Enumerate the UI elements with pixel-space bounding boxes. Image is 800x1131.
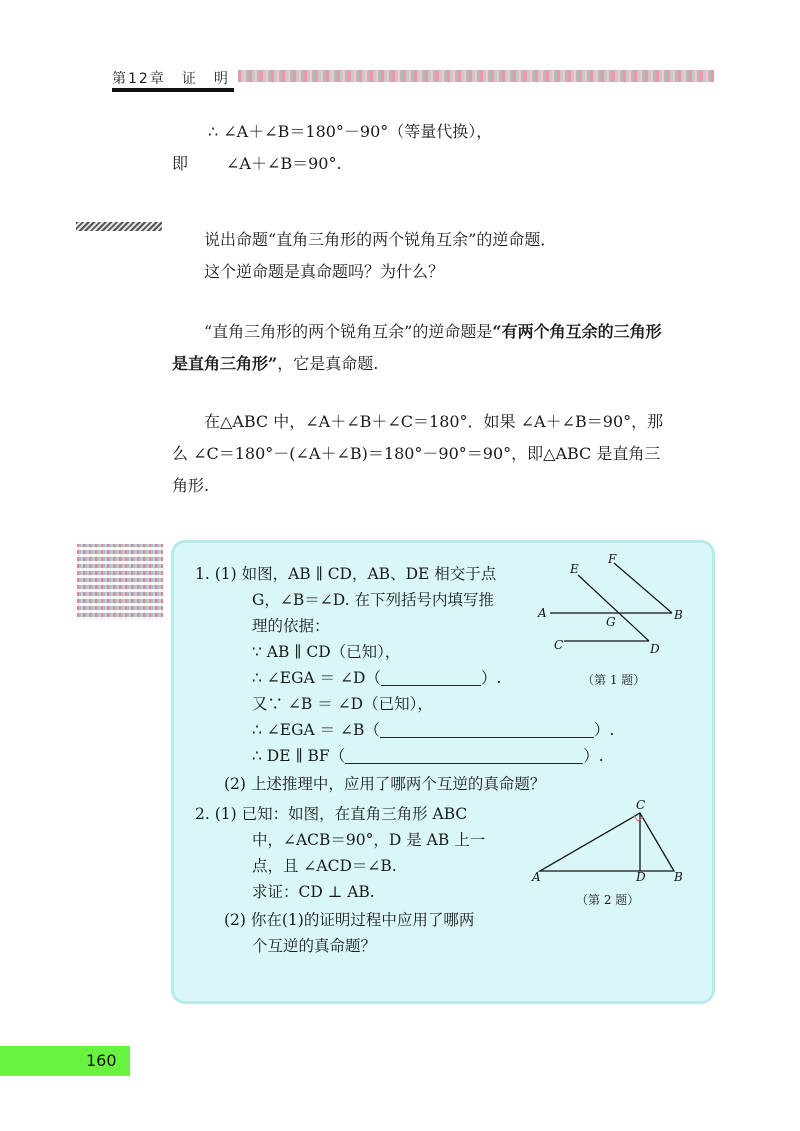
label-c: C — [636, 799, 646, 812]
explanation-line-1: 在△ABC 中，∠A＋∠B＋∠C＝180°．如果 ∠A＋∠B＝90°，那 — [204, 412, 664, 431]
answer-blank-2[interactable] — [380, 721, 594, 738]
ex2-line-2: 中，∠ACB＝90°，D 是 AB 上一 — [252, 831, 486, 849]
label-d: D — [636, 870, 646, 883]
ex1-line-1: 1. (1) 如图，AB ∥ CD，AB、DE 相交于点 — [195, 565, 497, 583]
figure-1-parallel-lines — [534, 553, 694, 665]
chapter-underline — [112, 88, 234, 92]
exercise-section-ornament — [77, 544, 163, 620]
page-number: 160 — [86, 1051, 117, 1070]
ex1-line-3: 理的依据： — [252, 617, 330, 635]
proof-line-1: ∴ ∠A＋∠B＝180°－90°（等量代换）， — [208, 122, 493, 141]
label-b: B — [674, 608, 683, 622]
answer-paragraph — [172, 316, 732, 380]
explanation-line-2: 么 ∠C＝180°－(∠A＋∠B)＝180°－90°＝90°，即△ABC 是直角三 — [172, 444, 661, 463]
ex1-line-8-end: ）. — [583, 747, 604, 765]
ex1-line-5 — [252, 665, 501, 691]
ex1-line-7-text: ∴ ∠EGA ＝ ∠B（ — [252, 721, 380, 739]
label-g: G — [606, 615, 616, 629]
explanation-paragraph — [172, 406, 732, 502]
ex1-line-7 — [252, 717, 614, 743]
answer-part-2: ，它是真命题. — [277, 354, 379, 373]
exercise-box — [171, 540, 715, 1004]
ex2-line-3: 点，且 ∠ACD＝∠B. — [252, 857, 397, 875]
ex1-line-2: G，∠B＝∠D. 在下列括号内填写推 — [252, 591, 494, 609]
ex1-line-5-text: ∴ ∠EGA ＝ ∠D（ — [252, 669, 381, 687]
figure-1-caption: （第 1 题） — [582, 673, 646, 687]
label-e: E — [570, 562, 579, 576]
answer-bold-2: 是直角三角形” — [172, 354, 278, 373]
ex1-line-8 — [252, 743, 604, 769]
figure-2-right-triangle — [530, 799, 686, 883]
think-question-1: 说出命题“直角三角形的两个锐角互余”的逆命题． — [204, 230, 557, 249]
answer-bold-1: “有两个角互余的三角形 — [492, 322, 662, 341]
ex2-line-1: 2. (1) 已知：如图，在直角三角形 ABC — [195, 805, 468, 823]
ex1-line-7-end: ）. — [593, 721, 615, 739]
answer-blank-3[interactable] — [345, 747, 583, 764]
ex1-line-6: 又∵ ∠B ＝ ∠D（已知）， — [252, 695, 433, 713]
think-question-2: 这个逆命题是真命题吗？为什么？ — [204, 262, 445, 281]
label-f: F — [608, 553, 617, 566]
ex1-line-5-end: ）. — [480, 669, 502, 687]
answer-blank-1[interactable] — [381, 669, 481, 686]
chapter-title: 第12章 证 明 — [112, 71, 230, 87]
line-bf — [614, 563, 672, 613]
ex2-line-4: 求证：CD ⊥ AB. — [252, 883, 375, 901]
think-section-ornament — [76, 222, 162, 231]
explanation-line-3: 角形. — [172, 476, 210, 495]
label-d: D — [650, 642, 660, 656]
proof-line-2-prefix: 即 — [172, 154, 189, 173]
label-a: A — [532, 870, 541, 883]
ex1-line-4: ∵ AB ∥ CD（已知）， — [252, 643, 401, 661]
proof-line-2: ∠A＋∠B＝90°. — [226, 154, 342, 173]
ex2-line-6: 个互逆的真命题？ — [252, 937, 377, 955]
ex1-line-9: (2) 上述推理中，应用了哪两个互逆的真命题？ — [224, 775, 546, 793]
ex1-line-8-text: ∴ DE ∥ BF（ — [252, 747, 346, 765]
label-b: B — [674, 870, 683, 883]
triangle-abc — [540, 813, 674, 871]
header-decorative-band — [238, 70, 714, 82]
line-de — [578, 575, 649, 641]
label-a: A — [538, 606, 547, 620]
figure-2-caption: （第 2 题） — [576, 893, 640, 907]
answer-part-1: “直角三角形的两个锐角互余”的逆命题是 — [204, 322, 493, 341]
ex2-line-5: (2) 你在(1)的证明过程中应用了哪两 — [224, 911, 475, 929]
label-c: C — [554, 638, 564, 652]
